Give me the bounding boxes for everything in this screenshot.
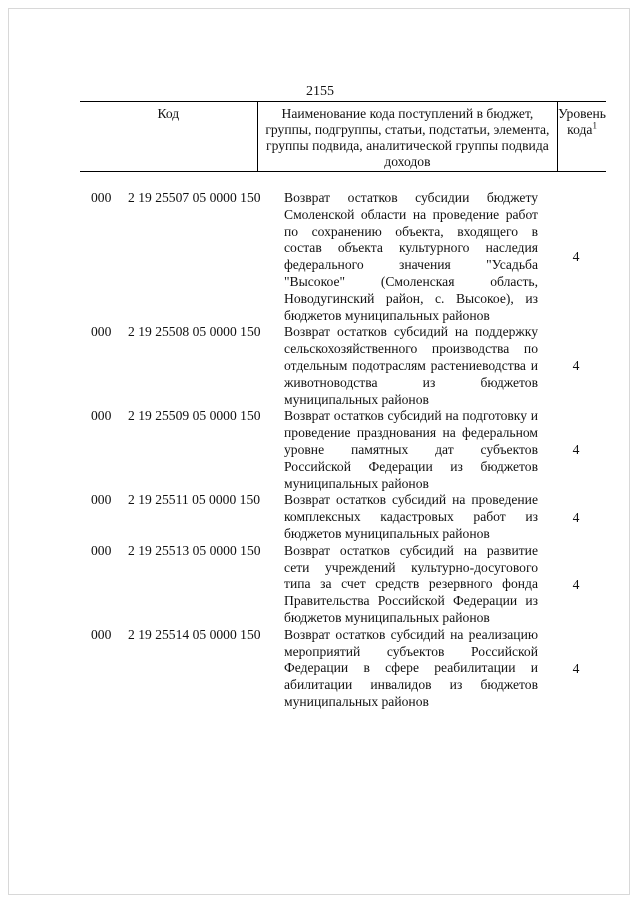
row-revenue-code: 2 19 25513 05 0000 150 <box>128 542 261 558</box>
header-level <box>558 102 606 171</box>
table-header <box>80 101 606 172</box>
row-admin-code: 000 <box>91 492 112 508</box>
table-row <box>0 492 640 542</box>
header-level-label: Уровень кода <box>558 106 606 137</box>
row-level: 4 <box>572 358 580 374</box>
row-admin-code: 000 <box>91 542 112 558</box>
table-row <box>0 190 640 324</box>
header-code: Код <box>157 106 180 121</box>
table-row <box>0 627 640 711</box>
row-revenue-code: 2 19 25507 05 0000 150 <box>128 190 261 205</box>
row-level: 4 <box>572 576 580 592</box>
table-row <box>0 324 640 408</box>
header-level-footnote: 1 <box>592 120 597 131</box>
row-admin-code: 000 <box>91 408 112 424</box>
table-row <box>0 543 640 627</box>
row-revenue-code: 2 19 25508 05 0000 150 <box>128 324 261 340</box>
page-number: 2155 <box>306 84 334 99</box>
row-name: Возврат остатков субсидий на реализацию мероприятий субъектов Российской Федерации в сфере реабилитации и абилитации инвалидов из бюджетов муниципальных районов <box>284 626 538 709</box>
row-revenue-code: 2 19 25511 05 0000 150 <box>128 492 261 508</box>
row-level: 4 <box>572 509 580 525</box>
row-revenue-code: 2 19 25509 05 0000 150 <box>128 408 261 424</box>
row-name: Возврат остатков субсидий на проведение комплексных кадастровых работ из бюджетов муниципальных районов <box>284 492 538 541</box>
row-name: Возврат остатков субсидий на поддержку сельскохозяйственного производства по отдельным подотраслям растениеводства и животноводства из бюджетов муниципальных районов <box>284 324 538 407</box>
table-row <box>0 408 640 492</box>
row-admin-code: 000 <box>91 190 112 205</box>
header-name: Наименование кода поступлений в бюджет, группы, подгруппы, статьи, подстатьи, элемента, группы подвида, аналитической группы подвида доходов <box>257 102 558 171</box>
table-body <box>0 190 640 711</box>
row-name: Возврат остатков субсидий на подготовку и проведение празднования на федеральном уровне памятных дат субъектов Российской Федерации из бюджетов муниципальных районов <box>284 408 538 491</box>
row-admin-code: 000 <box>91 626 112 642</box>
row-name: Возврат остатков субсидий на развитие сети учреждений культурно-досугового типа за счет средств резервного фонда Правительства Российской Федерации из бюджетов муниципальных районов <box>284 542 538 625</box>
row-level: 4 <box>572 249 580 265</box>
row-admin-code: 000 <box>91 324 112 340</box>
row-revenue-code: 2 19 25514 05 0000 150 <box>128 626 261 642</box>
row-level: 4 <box>572 660 580 676</box>
row-level: 4 <box>572 442 580 458</box>
row-name: Возврат остатков субсидии бюджету Смоленской области на проведение работ по сохранению объекта, входящего в состав объекта культурного наследия федерального значения "Усадьба "Высокое" (Смоленская область, Новодугинский район, с. Высокое), из бюджетов муниципальных районов <box>284 190 538 323</box>
